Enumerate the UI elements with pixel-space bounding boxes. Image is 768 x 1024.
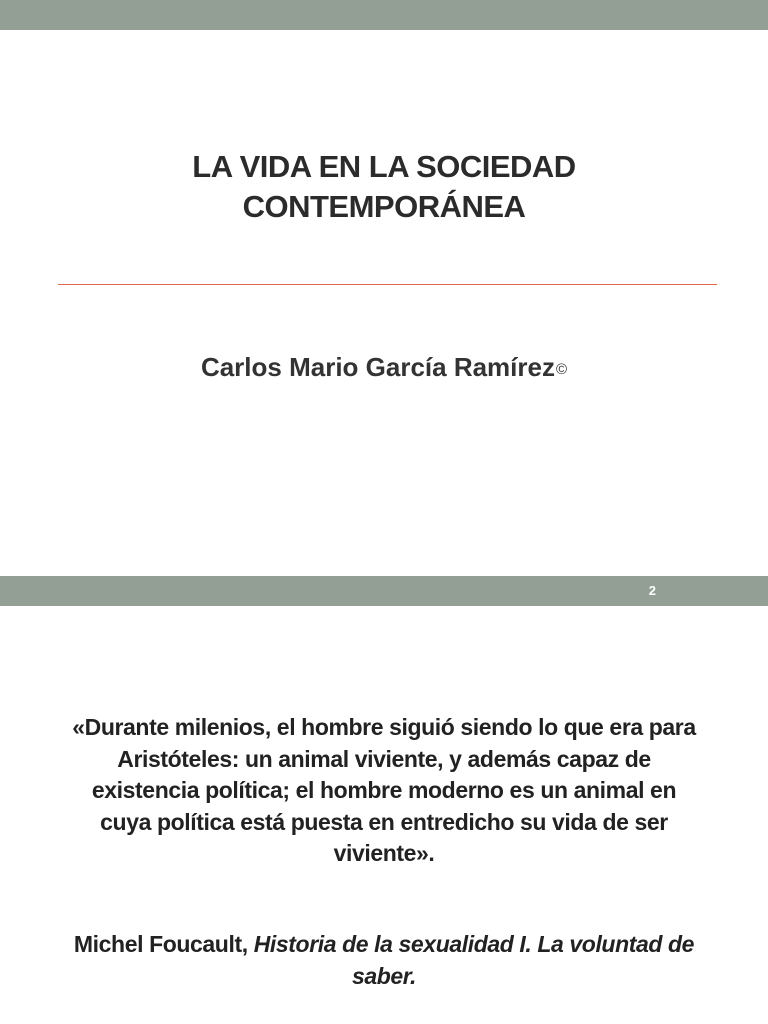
- quote-line: cuya política está puesta en entredicho su vida de ser: [100, 808, 668, 835]
- author-name: Carlos Mario García Ramírez: [200, 352, 555, 382]
- slide2-top-band: [0, 576, 768, 606]
- slide-number: 2: [648, 583, 656, 598]
- title-line: LA VIDA EN LA SOCIEDAD: [192, 149, 576, 184]
- citation: [40, 929, 728, 992]
- author-line: [0, 352, 768, 383]
- citation-work-continued: saber.: [351, 962, 417, 989]
- citation-work: Historia de la sexualidad I. La voluntad de: [253, 931, 695, 957]
- quote-line: existencia política; el hombre moderno es un animal en: [91, 777, 677, 803]
- title-line: CONTEMPORÁNEA: [242, 189, 526, 224]
- quote-block: [48, 712, 720, 870]
- citation-author: Michel Foucault,: [73, 931, 248, 957]
- title-divider: [58, 284, 717, 285]
- slide1-top-band: [0, 0, 768, 30]
- quote-line: Aristóteles: un animal viviente, y además capaz de: [117, 745, 651, 772]
- slide-title: [0, 147, 768, 227]
- copyright-symbol: ©: [555, 361, 568, 378]
- quote-line: viviente».: [333, 840, 435, 866]
- quote-line: «Durante milenios, el hombre siguió siendo lo que era para: [72, 714, 696, 740]
